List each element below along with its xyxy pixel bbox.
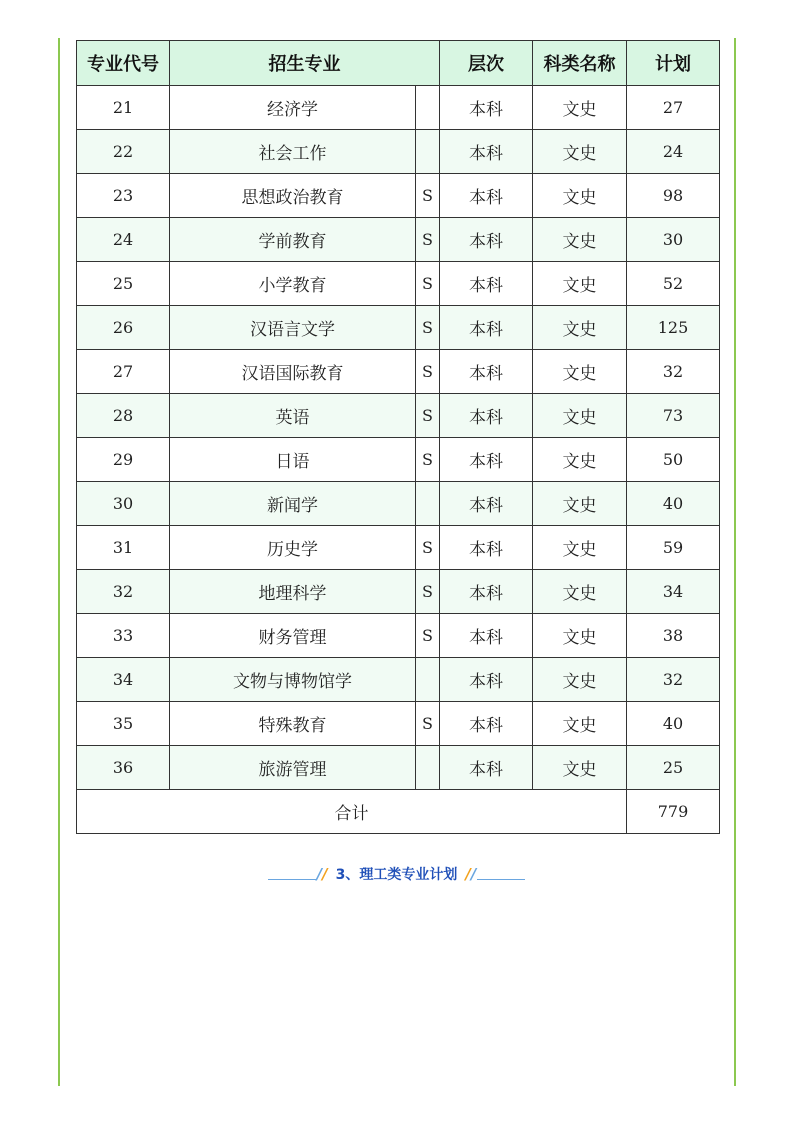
cell-major: 小学教育 <box>170 262 416 306</box>
cell-category: 文史 <box>533 746 627 790</box>
cell-category: 文史 <box>533 86 627 130</box>
cell-category: 文史 <box>533 658 627 702</box>
cell-category: 文史 <box>533 306 627 350</box>
cell-code: 31 <box>77 526 170 570</box>
heading-decoration-right <box>465 865 525 883</box>
cell-flag: S <box>416 218 440 262</box>
cell-plan: 32 <box>627 658 720 702</box>
cell-level: 本科 <box>440 526 533 570</box>
cell-plan: 38 <box>627 614 720 658</box>
table-row <box>77 306 720 350</box>
section-heading <box>0 862 793 886</box>
header-plan: 计划 <box>627 41 720 86</box>
cell-category: 文史 <box>533 526 627 570</box>
cell-major: 社会工作 <box>170 130 416 174</box>
cell-category: 文史 <box>533 438 627 482</box>
cell-category: 文史 <box>533 130 627 174</box>
cell-category: 文史 <box>533 482 627 526</box>
header-code: 专业代号 <box>77 41 170 86</box>
cell-major: 经济学 <box>170 86 416 130</box>
cell-level: 本科 <box>440 350 533 394</box>
cell-code: 23 <box>77 174 170 218</box>
cell-level: 本科 <box>440 702 533 746</box>
cell-code: 24 <box>77 218 170 262</box>
slash-decoration-icon: // <box>316 865 328 883</box>
cell-major: 日语 <box>170 438 416 482</box>
cell-category: 文史 <box>533 262 627 306</box>
cell-level: 本科 <box>440 218 533 262</box>
cell-major: 历史学 <box>170 526 416 570</box>
cell-major: 英语 <box>170 394 416 438</box>
cell-level: 本科 <box>440 306 533 350</box>
table-row <box>77 614 720 658</box>
cell-code: 33 <box>77 614 170 658</box>
cell-major: 汉语国际教育 <box>170 350 416 394</box>
total-row <box>77 790 720 834</box>
table-row <box>77 394 720 438</box>
cell-plan: 73 <box>627 394 720 438</box>
table-row <box>77 218 720 262</box>
cell-category: 文史 <box>533 570 627 614</box>
cell-plan: 34 <box>627 570 720 614</box>
cell-code: 30 <box>77 482 170 526</box>
table-row <box>77 658 720 702</box>
cell-level: 本科 <box>440 614 533 658</box>
cell-flag <box>416 482 440 526</box>
header-major: 招生专业 <box>170 41 440 86</box>
total-value: 779 <box>627 790 720 834</box>
cell-code: 21 <box>77 86 170 130</box>
cell-category: 文史 <box>533 174 627 218</box>
cell-flag <box>416 746 440 790</box>
table-row <box>77 86 720 130</box>
cell-major: 特殊教育 <box>170 702 416 746</box>
cell-category: 文史 <box>533 394 627 438</box>
cell-level: 本科 <box>440 86 533 130</box>
cell-code: 28 <box>77 394 170 438</box>
cell-major: 新闻学 <box>170 482 416 526</box>
cell-plan: 40 <box>627 702 720 746</box>
table-row <box>77 350 720 394</box>
cell-code: 32 <box>77 570 170 614</box>
table-row <box>77 702 720 746</box>
cell-plan: 25 <box>627 746 720 790</box>
table-row <box>77 262 720 306</box>
header-level: 层次 <box>440 41 533 86</box>
cell-flag: S <box>416 702 440 746</box>
table-header-row <box>77 41 720 86</box>
cell-code: 36 <box>77 746 170 790</box>
cell-level: 本科 <box>440 174 533 218</box>
enrollment-plan-table <box>76 40 720 834</box>
cell-plan: 59 <box>627 526 720 570</box>
cell-flag: S <box>416 394 440 438</box>
cell-category: 文史 <box>533 218 627 262</box>
cell-plan: 32 <box>627 350 720 394</box>
cell-flag <box>416 130 440 174</box>
cell-plan: 98 <box>627 174 720 218</box>
cell-flag: S <box>416 570 440 614</box>
cell-major: 汉语言文学 <box>170 306 416 350</box>
cell-level: 本科 <box>440 394 533 438</box>
heading-decoration-left <box>268 865 328 883</box>
cell-plan: 24 <box>627 130 720 174</box>
cell-flag <box>416 86 440 130</box>
cell-flag: S <box>416 350 440 394</box>
cell-plan: 27 <box>627 86 720 130</box>
cell-code: 25 <box>77 262 170 306</box>
table-row <box>77 746 720 790</box>
cell-major: 文物与博物馆学 <box>170 658 416 702</box>
cell-category: 文史 <box>533 702 627 746</box>
total-label: 合计 <box>77 790 627 834</box>
cell-code: 27 <box>77 350 170 394</box>
cell-major: 财务管理 <box>170 614 416 658</box>
cell-flag: S <box>416 262 440 306</box>
cell-flag: S <box>416 174 440 218</box>
cell-plan: 52 <box>627 262 720 306</box>
cell-code: 29 <box>77 438 170 482</box>
cell-level: 本科 <box>440 262 533 306</box>
cell-level: 本科 <box>440 570 533 614</box>
page-border-left <box>58 38 60 1086</box>
cell-flag: S <box>416 526 440 570</box>
cell-level: 本科 <box>440 130 533 174</box>
cell-level: 本科 <box>440 482 533 526</box>
table-row <box>77 526 720 570</box>
cell-plan: 50 <box>627 438 720 482</box>
section-title: 3、理工类专业计划 <box>335 867 458 883</box>
cell-category: 文史 <box>533 350 627 394</box>
cell-flag: S <box>416 438 440 482</box>
cell-level: 本科 <box>440 746 533 790</box>
cell-major: 地理科学 <box>170 570 416 614</box>
cell-code: 22 <box>77 130 170 174</box>
cell-plan: 30 <box>627 218 720 262</box>
cell-plan: 40 <box>627 482 720 526</box>
cell-level: 本科 <box>440 658 533 702</box>
cell-major: 学前教育 <box>170 218 416 262</box>
cell-code: 26 <box>77 306 170 350</box>
slash-decoration-icon: // <box>465 865 477 883</box>
cell-major: 思想政治教育 <box>170 174 416 218</box>
header-category: 科类名称 <box>533 41 627 86</box>
cell-level: 本科 <box>440 438 533 482</box>
table-row <box>77 130 720 174</box>
cell-major: 旅游管理 <box>170 746 416 790</box>
table-row <box>77 438 720 482</box>
table-row <box>77 174 720 218</box>
cell-category: 文史 <box>533 614 627 658</box>
cell-code: 34 <box>77 658 170 702</box>
cell-flag: S <box>416 306 440 350</box>
cell-flag <box>416 658 440 702</box>
table-row <box>77 570 720 614</box>
table-row <box>77 482 720 526</box>
cell-plan: 125 <box>627 306 720 350</box>
cell-flag: S <box>416 614 440 658</box>
cell-code: 35 <box>77 702 170 746</box>
page-border-right <box>734 38 736 1086</box>
